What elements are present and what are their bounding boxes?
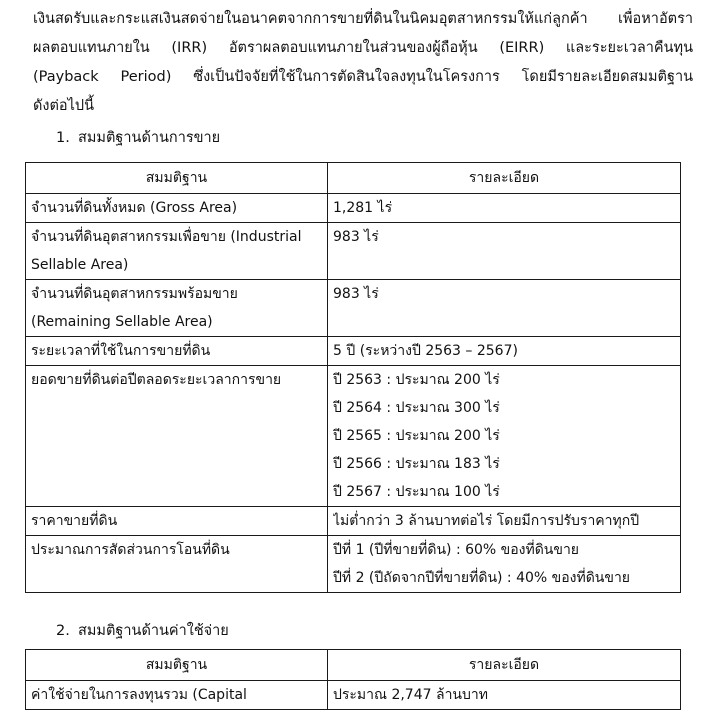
cell-line: ราคาขายที่ดิน: [31, 513, 118, 529]
section-number: 1.: [56, 130, 70, 146]
cell-line: ปีที่ 1 (ปีที่ขายที่ดิน) : 60% ของที่ดินขาย: [333, 542, 580, 558]
paragraph-line: ผลตอบแทนภายใน (IRR) อัตราผลตอบแทนภายในส่วนของผู้ถือหุ้น (EIRR) และระยะเวลาคืนทุน: [33, 40, 693, 56]
cell-line: ปี 2564 : ประมาณ 300 ไร่: [333, 400, 500, 416]
column-header-detail: รายละเอียด: [328, 163, 681, 194]
column-header-detail: รายละเอียด: [328, 650, 681, 681]
intro-paragraph: [33, 5, 693, 121]
expense-assumptions-table: [25, 649, 681, 710]
section-title: สมมติฐานด้านการขาย: [78, 130, 221, 146]
cell-line: จำนวนที่ดินอุตสาหกรรมเพื่อขาย (Industrial: [31, 229, 302, 245]
table-row: [26, 366, 681, 507]
assumption-cell: [26, 280, 328, 337]
cell-line: จำนวนที่ดินอุตสาหกรรมพร้อมขาย: [31, 286, 238, 302]
assumption-cell: [26, 194, 328, 223]
detail-cell: [328, 536, 681, 593]
table-header-row: [26, 650, 681, 681]
table-row: [26, 223, 681, 280]
assumption-cell: [26, 536, 328, 593]
detail-cell: [328, 223, 681, 280]
cell-line: ไม่ต่ำกว่า 3 ล้านบาทต่อไร่ โดยมีการปรับราคาทุกปี: [333, 513, 640, 529]
column-header-assumption: สมมติฐาน: [26, 163, 328, 194]
cell-line: Sellable Area): [31, 257, 129, 273]
cell-line: 983 ไร่: [333, 286, 379, 302]
cell-line: ปี 2565 : ประมาณ 200 ไร่: [333, 428, 500, 444]
cell-line: ยอดขายที่ดินต่อปีตลอดระยะเวลาการขาย: [31, 372, 282, 388]
cell-line: ประมาณการสัดส่วนการโอนที่ดิน: [31, 542, 230, 558]
assumption-cell: [26, 337, 328, 366]
table-header-row: [26, 163, 681, 194]
detail-cell: [328, 366, 681, 507]
table-row: [26, 194, 681, 223]
detail-cell: [328, 507, 681, 536]
paragraph-line: ดังต่อไปนี้: [33, 98, 95, 114]
section-title: สมมติฐานด้านค่าใช้จ่าย: [78, 623, 229, 639]
cell-line: ปี 2567 : ประมาณ 100 ไร่: [333, 484, 500, 500]
cell-line: ระยะเวลาที่ใช้ในการขายที่ดิน: [31, 343, 211, 359]
cell-line: ปี 2563 : ประมาณ 200 ไร่: [333, 372, 500, 388]
detail-cell: [328, 194, 681, 223]
assumption-cell: [26, 366, 328, 507]
cell-line: ประมาณ 2,747 ล้านบาท: [333, 687, 488, 703]
assumption-cell: [26, 507, 328, 536]
assumption-cell: [26, 681, 328, 710]
assumption-cell: [26, 223, 328, 280]
paragraph-line: (Payback Period) ซึ่งเป็นปัจจัยที่ใช้ในการตัดสินใจลงทุนในโครงการ โดยมีรายละเอียดสมมติฐาน: [33, 69, 693, 85]
cell-line: จำนวนที่ดินทั้งหมด (Gross Area): [31, 200, 238, 216]
cell-line: (Remaining Sellable Area): [31, 314, 213, 330]
column-header-assumption: สมมติฐาน: [26, 650, 328, 681]
section-heading-sales: [56, 126, 220, 150]
cell-line: 1,281 ไร่: [333, 200, 393, 216]
section-heading-expenses: [56, 619, 229, 643]
paragraph-line: เงินสดรับและกระแสเงินสดจ่ายในอนาคตจากการขายที่ดินในนิคมอุตสาหกรรมให้แก่ลูกค้า เพื่อหาอัตรา: [33, 11, 693, 27]
section-number: 2.: [56, 623, 70, 639]
detail-cell: [328, 280, 681, 337]
table-row: [26, 337, 681, 366]
table-row: [26, 507, 681, 536]
sales-assumptions-table: [25, 162, 681, 593]
cell-line: ปี 2566 : ประมาณ 183 ไร่: [333, 456, 500, 472]
detail-cell: [328, 337, 681, 366]
table-row: [26, 280, 681, 337]
cell-line: 983 ไร่: [333, 229, 379, 245]
table-row: [26, 681, 681, 710]
table-row: [26, 536, 681, 593]
cell-line: ค่าใช้จ่ายในการลงทุนรวม (Capital: [31, 687, 247, 703]
cell-line: 5 ปี (ระหว่างปี 2563 – 2567): [333, 343, 518, 359]
detail-cell: [328, 681, 681, 710]
cell-line: ปีที่ 2 (ปีถัดจากปีที่ขายที่ดิน) : 40% ของที่ดินขาย: [333, 570, 631, 586]
